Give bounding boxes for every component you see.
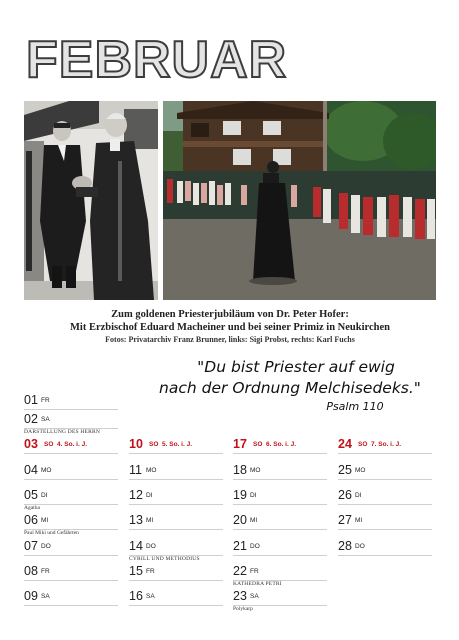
feast-note: DARSTELLUNG DES HERRN	[24, 429, 101, 435]
day-number: 02	[24, 411, 38, 426]
photo-caption	[24, 308, 436, 345]
day-weekday: SA	[146, 592, 155, 600]
day-weekday: DI	[41, 491, 48, 499]
day-cell	[24, 556, 118, 581]
quote-source: Psalm 110	[326, 400, 384, 413]
day-number: 04	[24, 462, 38, 477]
day-number: 18	[233, 462, 247, 477]
day-number: 16	[129, 588, 143, 603]
day-weekday: SA	[250, 592, 259, 600]
day-weekday: SA	[41, 592, 50, 600]
day-number: 26	[338, 487, 352, 502]
photo-archbishop-handshake	[24, 101, 158, 300]
day-weekday: DI	[250, 491, 257, 499]
day-number: 10	[129, 436, 143, 451]
day-weekday: FR	[250, 567, 259, 575]
day-number: 15	[129, 563, 143, 578]
feast-note: KATHEDRA PETRI	[233, 581, 282, 587]
day-weekday: DO	[250, 542, 260, 550]
sunday-label: SO 4. So. i. J.	[44, 440, 88, 448]
day-cell	[233, 505, 327, 530]
day-number: 09	[24, 588, 38, 603]
day-cell	[233, 556, 327, 587]
day-weekday: MO	[250, 466, 261, 474]
day-weekday: SA	[41, 415, 50, 423]
day-number: 17	[233, 436, 247, 451]
day-number: 23	[233, 588, 247, 603]
quote-line-2: nach der Ordnung Melchisedeks."	[159, 379, 421, 397]
day-weekday: FR	[146, 567, 155, 575]
day-cell	[129, 505, 223, 530]
day-weekday: MO	[355, 466, 366, 474]
day-number: 14	[129, 538, 143, 553]
sunday-cell	[24, 429, 118, 454]
day-weekday: DI	[355, 491, 362, 499]
day-cell	[233, 455, 327, 480]
day-number: 12	[129, 487, 143, 502]
day-cell	[24, 455, 118, 480]
day-weekday: MO	[146, 466, 157, 474]
day-cell	[24, 480, 118, 511]
day-number: 05	[24, 487, 38, 502]
feast-note: Agatha	[24, 505, 40, 511]
day-number: 07	[24, 538, 38, 553]
day-weekday: DI	[146, 491, 153, 499]
day-cell	[24, 505, 118, 536]
day-cell	[338, 455, 432, 480]
day-cell	[338, 531, 432, 556]
caption-line-1: Zum goldenen Priesterjubiläum von Dr. Peter Hofer:	[111, 309, 349, 320]
day-number: 27	[338, 512, 352, 527]
day-number: 01	[24, 392, 38, 407]
feast-note: Paul Miki und Gefährten	[24, 530, 79, 536]
day-cell	[233, 581, 327, 612]
day-cell	[129, 480, 223, 505]
day-cell	[233, 480, 327, 505]
sunday-cell	[338, 429, 432, 454]
quote-line-1: "Du bist Priester auf ewig	[197, 358, 395, 376]
feast-note: CYRILL UND METHODIUS	[129, 556, 200, 562]
caption-credits: Fotos: Privatarchiv Franz Brunner, links: Sigi Probst, rechts: Karl Fuchs	[105, 335, 355, 344]
day-weekday: FR	[41, 567, 50, 575]
caption-line-2: Mit Erzbischof Eduard Macheiner und bei seiner Primiz in Neukirchen	[70, 322, 390, 333]
day-number: 21	[233, 538, 247, 553]
day-cell	[129, 581, 223, 606]
day-number: 13	[129, 512, 143, 527]
day-weekday: FR	[41, 396, 50, 404]
day-cell	[338, 505, 432, 530]
photo-primiz-neukirchen	[163, 101, 436, 300]
day-weekday: DO	[146, 542, 156, 550]
day-number: 03	[24, 436, 38, 451]
day-weekday: MI	[250, 516, 258, 524]
day-cell	[129, 556, 223, 581]
day-weekday: DO	[41, 542, 51, 550]
day-cell	[24, 531, 118, 556]
day-cell	[24, 581, 118, 606]
day-weekday: MI	[41, 516, 49, 524]
day-number: 25	[338, 462, 352, 477]
day-weekday: MI	[146, 516, 154, 524]
sunday-label: SO 6. So. i. J.	[253, 440, 297, 448]
day-number: 28	[338, 538, 352, 553]
day-number: 20	[233, 512, 247, 527]
day-cell	[129, 455, 223, 480]
sunday-label: SO 5. So. i. J.	[149, 440, 193, 448]
feast-note: Polykarp	[233, 606, 253, 612]
sunday-cell	[233, 429, 327, 454]
day-weekday: MO	[41, 466, 52, 474]
day-cell	[129, 531, 223, 562]
bible-quote	[130, 357, 450, 414]
sunday-cell	[129, 429, 223, 454]
day-cell	[24, 404, 118, 435]
day-number: 24	[338, 436, 352, 451]
day-number: 19	[233, 487, 247, 502]
day-number: 11	[129, 462, 142, 477]
day-number: 08	[24, 563, 38, 578]
day-weekday: DO	[355, 542, 365, 550]
month-title: FEBRUAR	[26, 31, 288, 89]
day-number: 22	[233, 563, 247, 578]
day-cell	[338, 480, 432, 505]
day-weekday: MI	[355, 516, 363, 524]
sunday-label: SO 7. So. i. J.	[358, 440, 402, 448]
day-cell	[233, 531, 327, 556]
day-number: 06	[24, 512, 38, 527]
